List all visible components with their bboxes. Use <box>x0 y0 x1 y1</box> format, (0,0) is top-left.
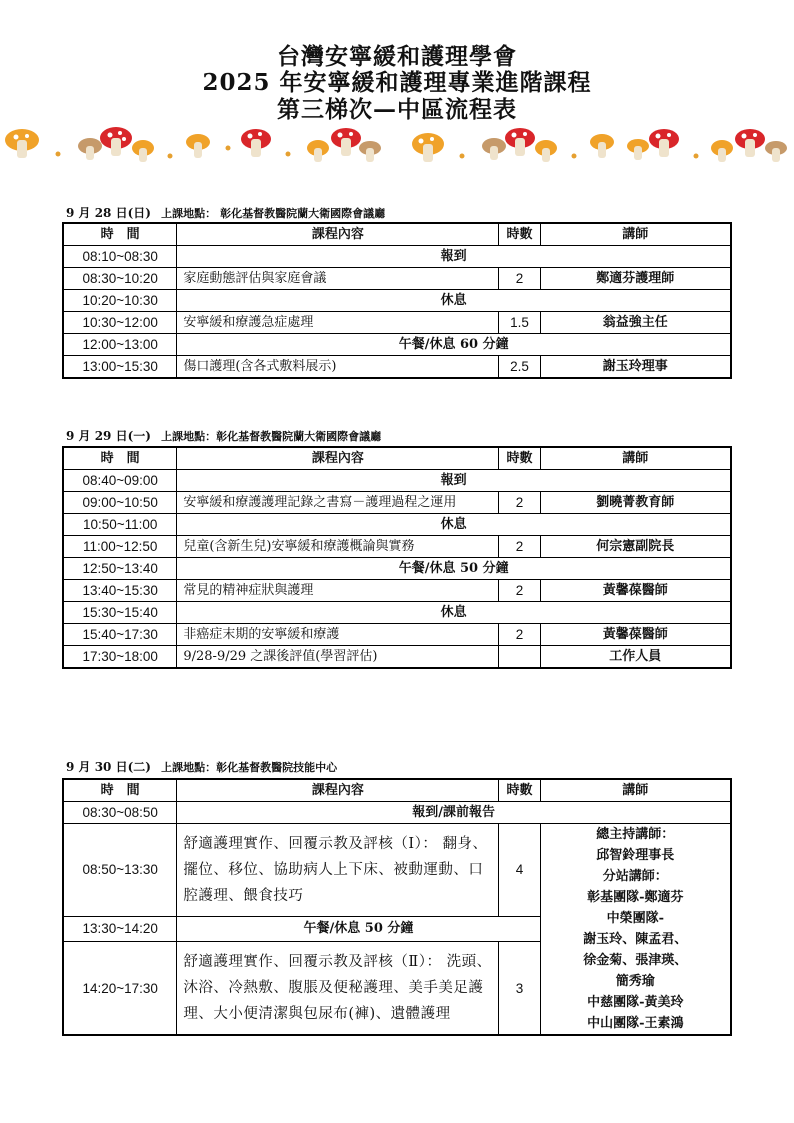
mushroom-icon <box>5 129 39 158</box>
teacher-line: 分站講師： <box>602 869 668 884</box>
course-cell: 報到 <box>177 246 731 268</box>
time-cell: 12:50~13:40 <box>63 558 177 580</box>
mushroom-icon <box>765 141 787 162</box>
teacher-cell: 工作人員 <box>540 646 731 669</box>
mushroom-icon <box>241 129 271 157</box>
time-cell: 10:50~11:00 <box>63 514 177 536</box>
course-cell: 休息 <box>177 602 731 624</box>
course-cell: 午餐/休息 60 分鐘 <box>177 334 731 356</box>
day3-schedule-table <box>62 778 732 1036</box>
time-cell: 15:40~17:30 <box>63 624 177 646</box>
mushroom-icon <box>735 129 765 157</box>
day2-location-label: 上課地點： <box>161 430 217 443</box>
table-row <box>63 492 731 514</box>
hours-cell: 1.5 <box>499 312 540 334</box>
course-cell: 午餐/休息 50 分鐘 <box>177 916 540 941</box>
hours-cell: 2 <box>499 580 540 602</box>
teacher-cell: 翁益強主任 <box>540 312 731 334</box>
col-header-teacher: 講師 <box>540 447 731 470</box>
col-header-hours: 時數 <box>499 223 540 246</box>
mushroom-icon <box>359 141 381 162</box>
day2-location: 彰化基督教醫院蘭大衛國際會議廳 <box>216 430 382 443</box>
col-header-time: 時 間 <box>63 447 177 470</box>
mushroom-icon <box>132 140 154 162</box>
document-title-line1: 台灣安寧緩和護理學會 <box>277 43 517 70</box>
col-header-course: 課程內容 <box>177 223 499 246</box>
time-cell: 12:00~13:00 <box>63 334 177 356</box>
hours-cell: 2 <box>499 268 540 290</box>
table-row <box>63 246 731 268</box>
day2-schedule-table <box>62 446 732 669</box>
document-title-line3: 第三梯次—中區流程表 <box>277 96 517 123</box>
table-row <box>63 558 731 580</box>
table-row <box>63 802 731 824</box>
teacher-line: 徐金菊、張津瑛、 <box>583 953 688 968</box>
col-header-hours: 時數 <box>499 779 540 802</box>
course-cell: 家庭動態評估與家庭會議 <box>177 268 499 290</box>
time-cell: 08:40~09:00 <box>63 470 177 492</box>
col-header-teacher: 講師 <box>540 779 731 802</box>
hours-cell: 2 <box>499 492 540 514</box>
col-header-hours: 時數 <box>499 447 540 470</box>
teacher-line: 謝玉玲、陳孟君、 <box>583 932 688 947</box>
table-row <box>63 536 731 558</box>
col-header-time: 時 間 <box>63 223 177 246</box>
teacher-line: 簡秀瑜 <box>615 974 655 989</box>
table-row <box>63 290 731 312</box>
time-cell: 13:00~15:30 <box>63 356 177 379</box>
table-row <box>63 334 731 356</box>
col-header-course: 課程內容 <box>177 779 499 802</box>
hours-cell: 4 <box>499 824 540 917</box>
table-header-row <box>63 779 731 802</box>
table-row <box>63 312 731 334</box>
teacher-cell: 何宗憲副院長 <box>540 536 731 558</box>
mushroom-icon <box>590 134 614 158</box>
time-cell: 08:30~08:50 <box>63 802 177 824</box>
course-cell: 舒適護理實作、回覆示教及評核（Ⅰ）： 翻身、擺位、移位、協助病人上下床、被動運動、口腔護理、餵食技巧 <box>177 824 499 917</box>
mushroom-icon <box>627 139 649 160</box>
mushroom-border-decoration <box>0 126 794 174</box>
time-cell: 08:30~10:20 <box>63 268 177 290</box>
course-cell: 安寧緩和療護急症處理 <box>177 312 499 334</box>
mushroom-icon <box>711 140 733 162</box>
table-row <box>63 580 731 602</box>
mushroom-icon <box>100 127 132 156</box>
teacher-cell: 黃馨葆醫師 <box>540 624 731 646</box>
course-cell: 報到 <box>177 470 731 492</box>
hours-cell: 2 <box>499 624 540 646</box>
time-cell: 17:30~18:00 <box>63 646 177 669</box>
table-row <box>63 470 731 492</box>
table-row <box>63 356 731 379</box>
hours-cell: 2 <box>499 536 540 558</box>
mushroom-icon <box>649 129 679 157</box>
teacher-block-cell <box>540 824 731 1036</box>
mushroom-icon <box>78 138 102 160</box>
teacher-cell: 鄭適芬護理師 <box>540 268 731 290</box>
mushroom-icon <box>535 140 557 162</box>
table-header-row <box>63 223 731 246</box>
time-cell: 08:50~13:30 <box>63 824 177 917</box>
teacher-line: 總主持講師： <box>596 827 675 842</box>
day1-location-label: 上課地點： <box>161 207 217 220</box>
day2-date: 9 月 29 日(一) <box>66 429 151 443</box>
course-cell: 安寧緩和療護護理記錄之書寫－護理過程之運用 <box>177 492 499 514</box>
day1-location: 彰化基督教醫院蘭大衛國際會議廳 <box>220 207 386 220</box>
col-header-course: 課程內容 <box>177 447 499 470</box>
course-cell: 傷口護理(含各式敷料展示) <box>177 356 499 379</box>
table-header-row <box>63 447 731 470</box>
time-cell: 13:30~14:20 <box>63 916 177 941</box>
day3-heading <box>66 758 337 775</box>
time-cell: 09:00~10:50 <box>63 492 177 514</box>
hours-cell: 2.5 <box>499 356 540 379</box>
day3-location-label: 上課地點： <box>161 761 217 774</box>
col-header-teacher: 講師 <box>540 223 731 246</box>
mushroom-icon <box>186 134 210 158</box>
mushroom-icon <box>505 128 535 156</box>
time-cell: 11:00~12:50 <box>63 536 177 558</box>
mushroom-icon <box>307 140 329 162</box>
day1-date: 9 月 28 日(日) <box>66 206 151 220</box>
teacher-cell: 劉曉菁教育師 <box>540 492 731 514</box>
table-row <box>63 646 731 669</box>
hours-cell: 3 <box>499 942 540 1035</box>
course-cell: 兒童(含新生兒)安寧緩和療護概論與實務 <box>177 536 499 558</box>
table-row <box>63 624 731 646</box>
teacher-line: 邱智鈴理事長 <box>596 848 675 863</box>
course-cell: 非癌症末期的安寧緩和療護 <box>177 624 499 646</box>
mushroom-icon <box>482 138 506 160</box>
teacher-cell: 黃馨葆醫師 <box>540 580 731 602</box>
course-cell: 休息 <box>177 290 731 312</box>
table-row <box>63 268 731 290</box>
document-title-line2: 2025 年安寧緩和護理專業進階課程 <box>202 69 592 96</box>
day1-heading <box>66 204 385 221</box>
time-cell: 08:10~08:30 <box>63 246 177 268</box>
hours-cell <box>499 646 540 669</box>
teacher-line: 彰基團隊-鄭適芬 <box>587 890 684 905</box>
course-cell: 9/28-9/29 之課後評值(學習評估) <box>177 646 499 669</box>
teacher-line: 中榮團隊- <box>606 911 665 926</box>
day1-schedule-table <box>62 222 732 379</box>
course-cell: 報到/課前報告 <box>177 802 731 824</box>
col-header-time: 時 間 <box>63 779 177 802</box>
time-cell: 10:20~10:30 <box>63 290 177 312</box>
time-cell: 10:30~12:00 <box>63 312 177 334</box>
mushroom-icon <box>331 128 361 156</box>
teacher-cell: 謝玉玲理事 <box>540 356 731 379</box>
day3-location: 彰化基督教醫院技能中心 <box>216 761 338 774</box>
course-cell: 休息 <box>177 514 731 536</box>
table-row <box>63 514 731 536</box>
teacher-line: 中山團隊-王素鴻 <box>587 1016 684 1031</box>
course-cell: 午餐/休息 50 分鐘 <box>177 558 731 580</box>
time-cell: 15:30~15:40 <box>63 602 177 624</box>
mushroom-icon <box>412 133 444 162</box>
teacher-line: 中慈團隊-黃美玲 <box>587 995 684 1010</box>
table-row <box>63 602 731 624</box>
course-cell: 常見的精神症狀與護理 <box>177 580 499 602</box>
time-cell: 13:40~15:30 <box>63 580 177 602</box>
course-cell: 舒適護理實作、回覆示教及評核（Ⅱ）： 洗頭、沐浴、冷熱敷、腹脹及便秘護理、美手美足護理、大小便清潔與包尿布(褲)、遺體護理 <box>177 942 499 1035</box>
table-row <box>63 824 731 917</box>
day2-heading <box>66 427 381 444</box>
time-cell: 14:20~17:30 <box>63 942 177 1035</box>
day3-date: 9 月 30 日(二) <box>66 760 151 774</box>
